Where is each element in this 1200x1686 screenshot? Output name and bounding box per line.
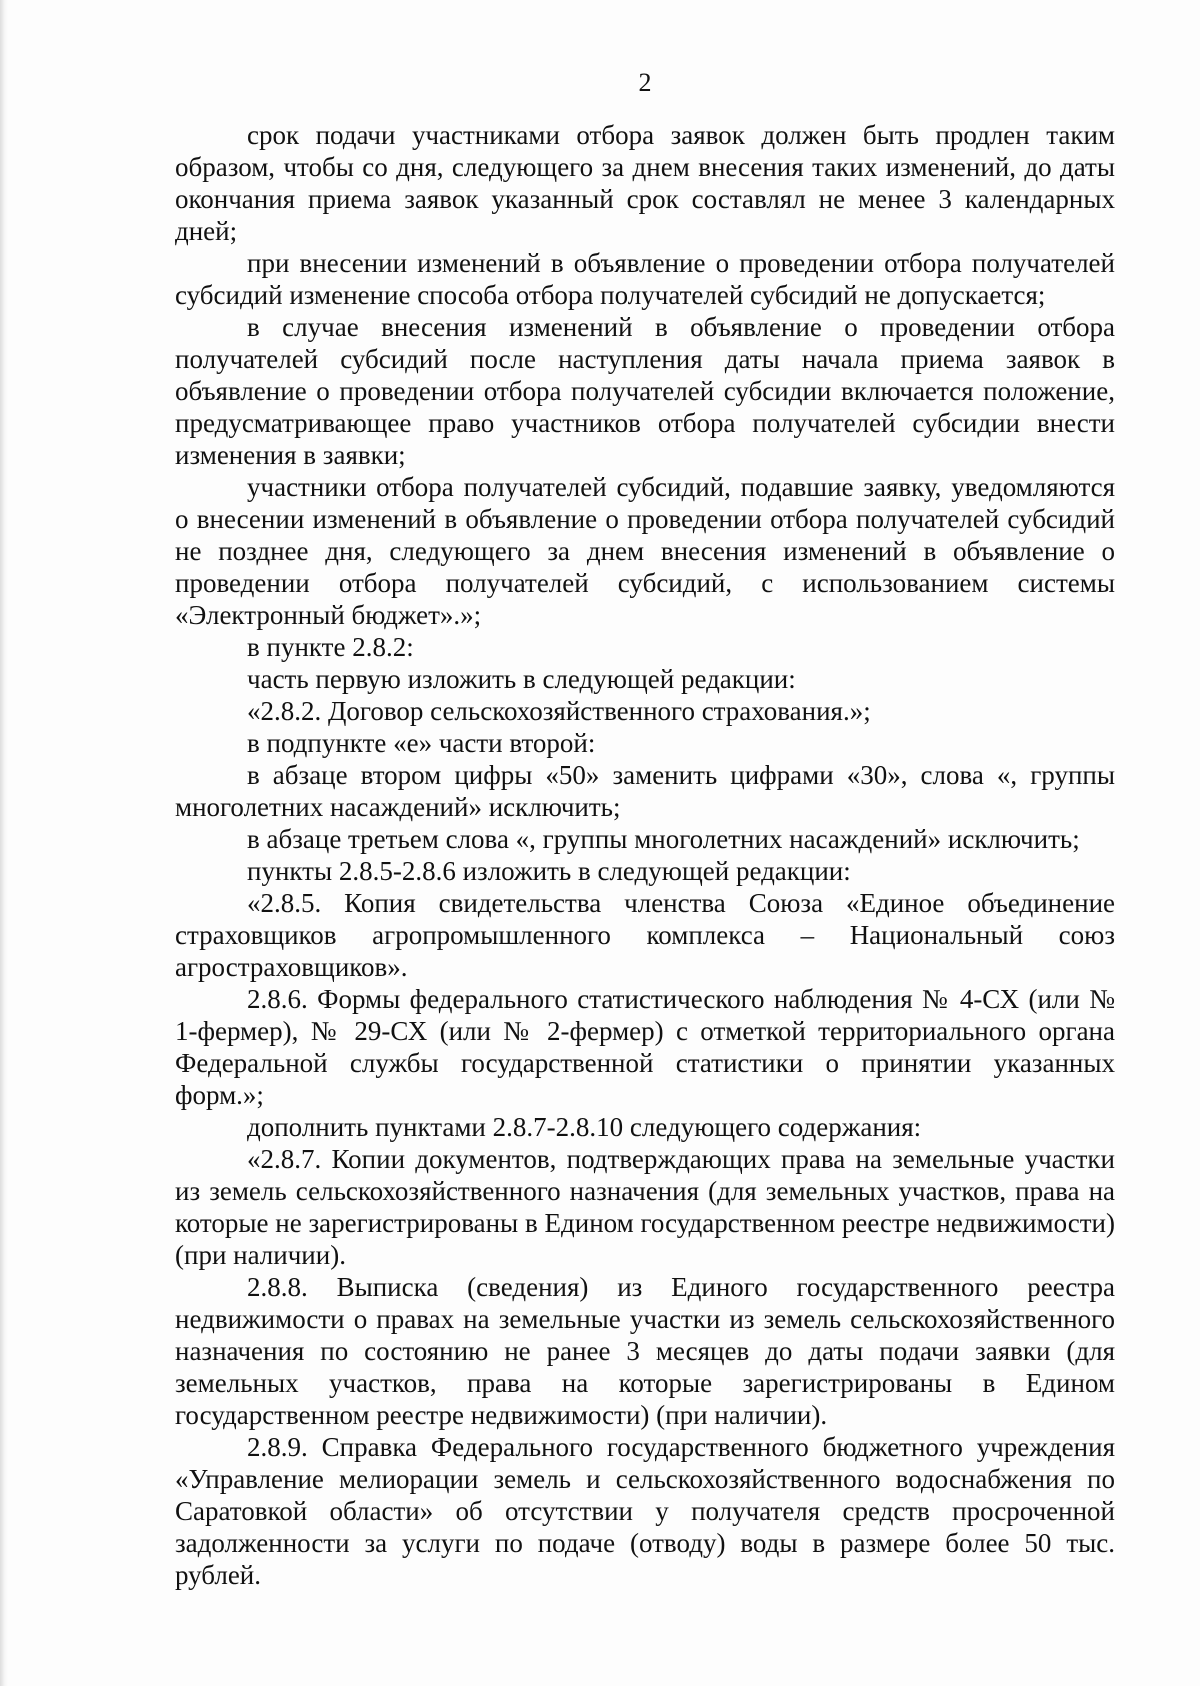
paragraph: 2.8.6. Формы федерального статистического наблюдения № 4-СХ (или № 1-фермер), № 29-СХ (или № 2-фермер) с отметкой территориального органа Федеральной службы государственной статистики о принятии указанных форм.»; [175,984,1115,1110]
scan-edge [0,0,8,1686]
paragraph: участники отбора получателей субсидий, подавшие заявку, уведомляются о внесении изменений в объявление о проведении отбора получателей субсидий не позднее дня, следующего за днем внесения изменений в объявление о проведении отбора получателей субсидий, с использованием системы «Электронный бюджет».»; [175,472,1115,630]
paragraph: «2.8.7. Копии документов, подтверждающих права на земельные участки из земель сельскохозяйственного назначения (для земельных участков, права на которые не зарегистрированы в Едином государственном реестре недвижимости) (при наличии). [175,1144,1115,1270]
paragraph: «2.8.5. Копия свидетельства членства Союза «Единое объединение страховщиков агропромышленного комплекса – Национальный союз агростраховщиков». [175,888,1115,982]
paragraph: пункты 2.8.5-2.8.6 изложить в следующей редакции: [247,856,851,886]
paragraph: в абзаце втором цифры «50» заменить цифрами «30», слова «, группы многолетних насаждений» исключить; [175,760,1115,822]
paragraph: 2.8.9. Справка Федерального государственного бюджетного учреждения «Управление мелиорации земель и сельскохозяйственного водоснабжения по Саратовкой области» об отсутствии у получателя средств просроченной задолженности за услуги по подаче (отводу) воды в размере более 50 тыс. рублей. [175,1432,1115,1590]
paragraph: «2.8.2. Договор сельскохозяйственного страхования.»; [247,696,871,726]
page-number: 2 [638,68,652,97]
paragraph: при внесении изменений в объявление о проведении отбора получателей субсидий изменение способа отбора получателей субсидий не допускается; [175,248,1115,310]
paragraph: в подпункте «е» части второй: [247,728,596,758]
paragraph: в абзаце третьем слова «, группы многолетних насаждений» исключить; [247,824,1080,854]
paragraph: 2.8.8. Выписка (сведения) из Единого государственного реестра недвижимости о правах на земельные участки из земель сельскохозяйственного назначения по состоянию не ранее 3 месяцев до даты подачи заявки (для земельных участков, права на которые зарегистрированы в Едином государственном реестре недвижимости) (при наличии). [175,1272,1115,1430]
paragraph: в случае внесения изменений в объявление о проведении отбора получателей субсидий после наступления даты начала приема заявок в объявление о проведении отбора получателей субсидии включается положение, предусматривающее право участников отбора получателей субсидии внести изменения в заявки; [175,312,1115,470]
paragraph: часть первую изложить в следующей редакции: [247,664,796,694]
document-body [175,119,1115,1591]
paragraph: в пункте 2.8.2: [247,632,414,662]
paragraph: срок подачи участниками отбора заявок должен быть продлен таким образом, чтобы со дня, следующего за днем внесения таких изменений, до даты окончания приема заявок указанный срок составлял не менее 3 календарных дней; [175,120,1115,246]
paragraph: дополнить пунктами 2.8.7-2.8.10 следующего содержания: [247,1112,922,1142]
